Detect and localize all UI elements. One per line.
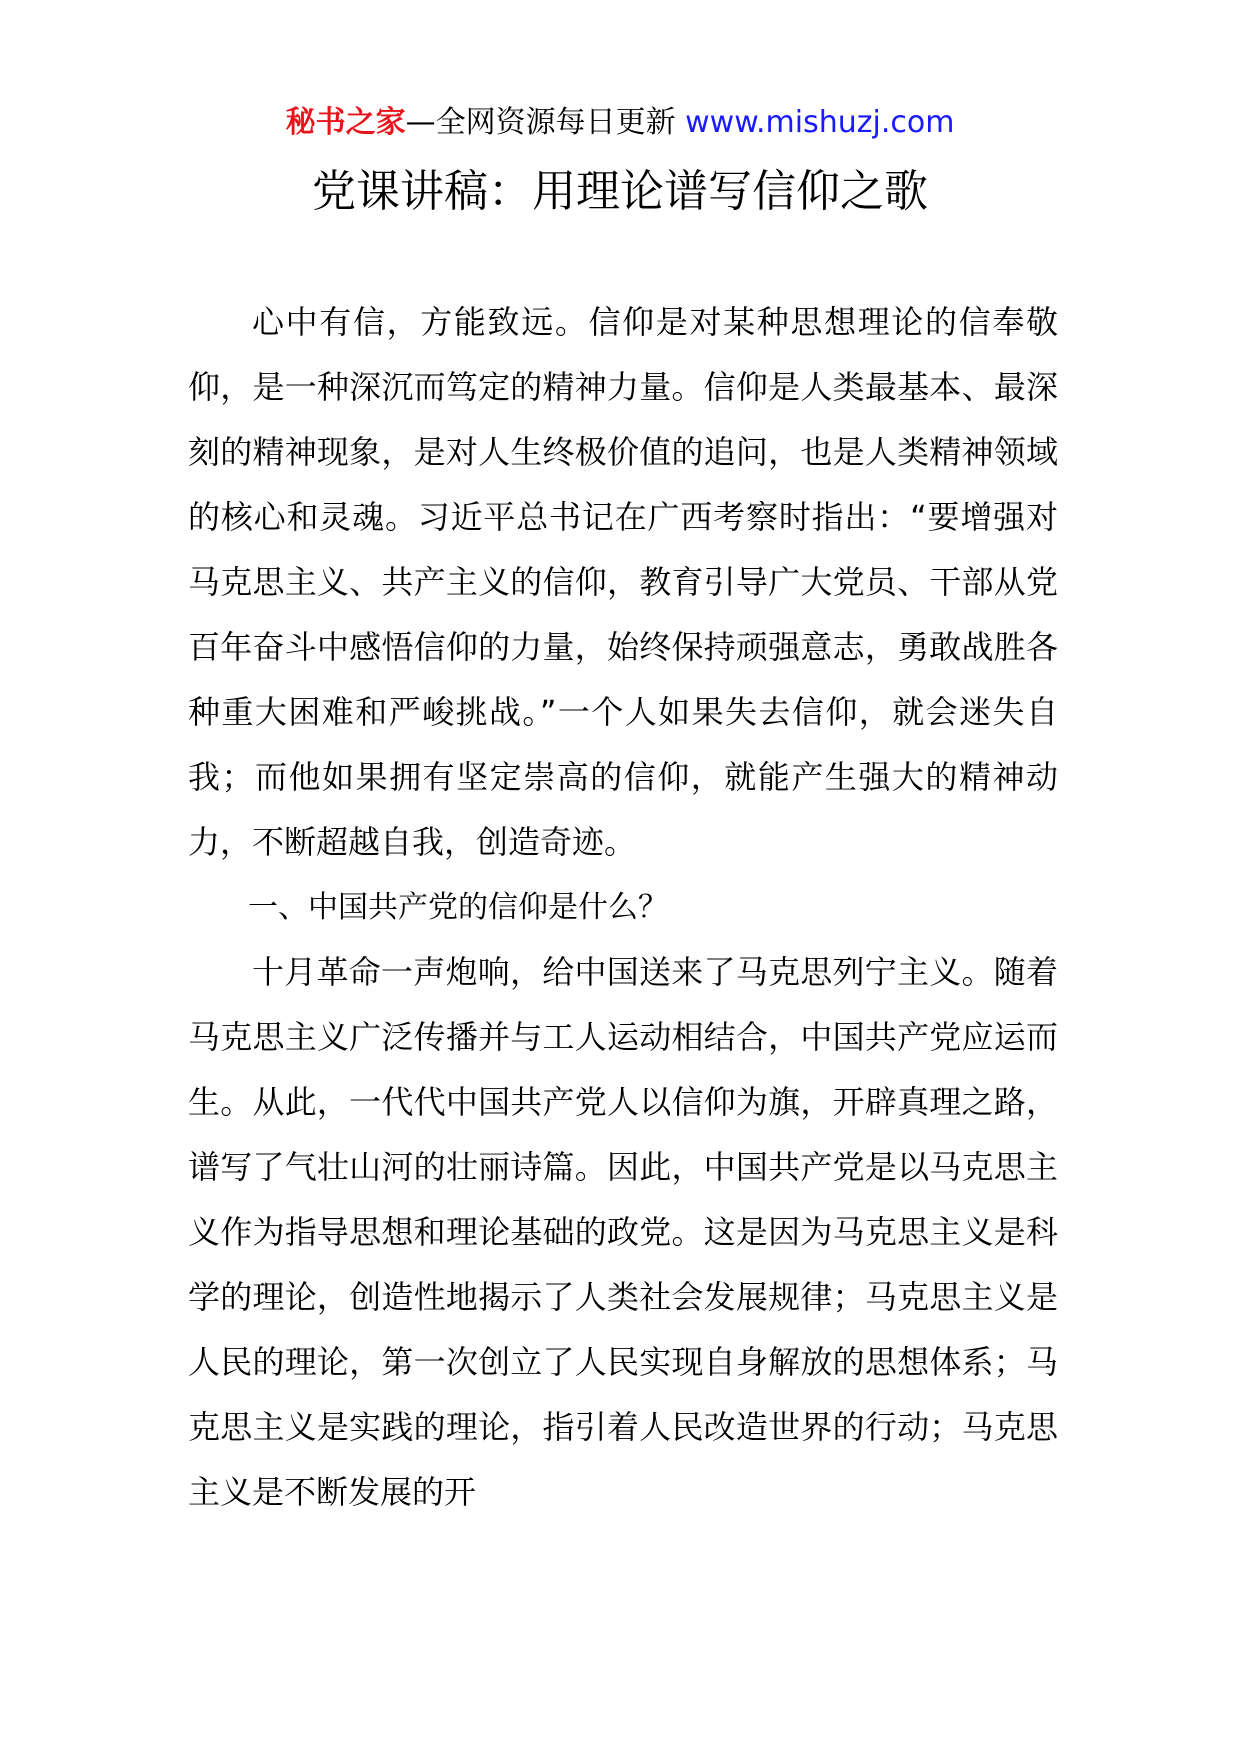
section-heading-1: 一、中国共产党的信仰是什么？: [248, 890, 668, 925]
paragraph-section-1: 十月革命一声炮响，给中国送来了马克思列宁主义。随着马克思主义广泛传播并与工人运动相结合，中国共产党应运而生。从此，一代代中国共产党人以信仰为旗，开辟真理之路，谱写了气壮山河的壮丽诗篇。因此，中国共产党是以马克思主义作为指导思想和理论基础的政党。这是因为马克思主义是科学的理论，创造性地揭示了人类社会发展规律；马克思主义是人民的理论，第一次创立了人民实现自身解放的思想体系；马克思主义是实践的理论，指引着人民改造世界的行动；马克思主义是不断发展的开: [188, 953, 1058, 1511]
paragraph-intro: 心中有信，方能致远。信仰是对某种思想理论的信奉敬仰，是一种深沉而笃定的精神力量。信仰是人类最基本、最深刻的精神现象，是对人生终极价值的追问，也是人类精神领域的核心和灵魂。习近平总书记在广西考察时指出：“要增强对马克思主义、共产主义的信仰，教育引导广大党员、干部从党百年奋斗中感悟信仰的力量，始终保持顽强意志，勇敢战胜各种重大困难和严峻挑战。”一个人如果失去信仰，就会迷失自我；而他如果拥有坚定崇高的信仰，就能产生强大的精神动力，不断超越自我，创造奇迹。: [188, 303, 1058, 861]
header-slogan: —全网资源每日更新: [405, 105, 686, 140]
site-url-link[interactable]: www.mishuzj.com: [685, 105, 955, 140]
document-body: [188, 290, 1058, 1525]
brand-name: 秘书之家: [285, 105, 406, 140]
watermark-header: [0, 100, 1240, 146]
document-title: 党课讲稿：用理论谱写信仰之歌: [312, 166, 928, 217]
